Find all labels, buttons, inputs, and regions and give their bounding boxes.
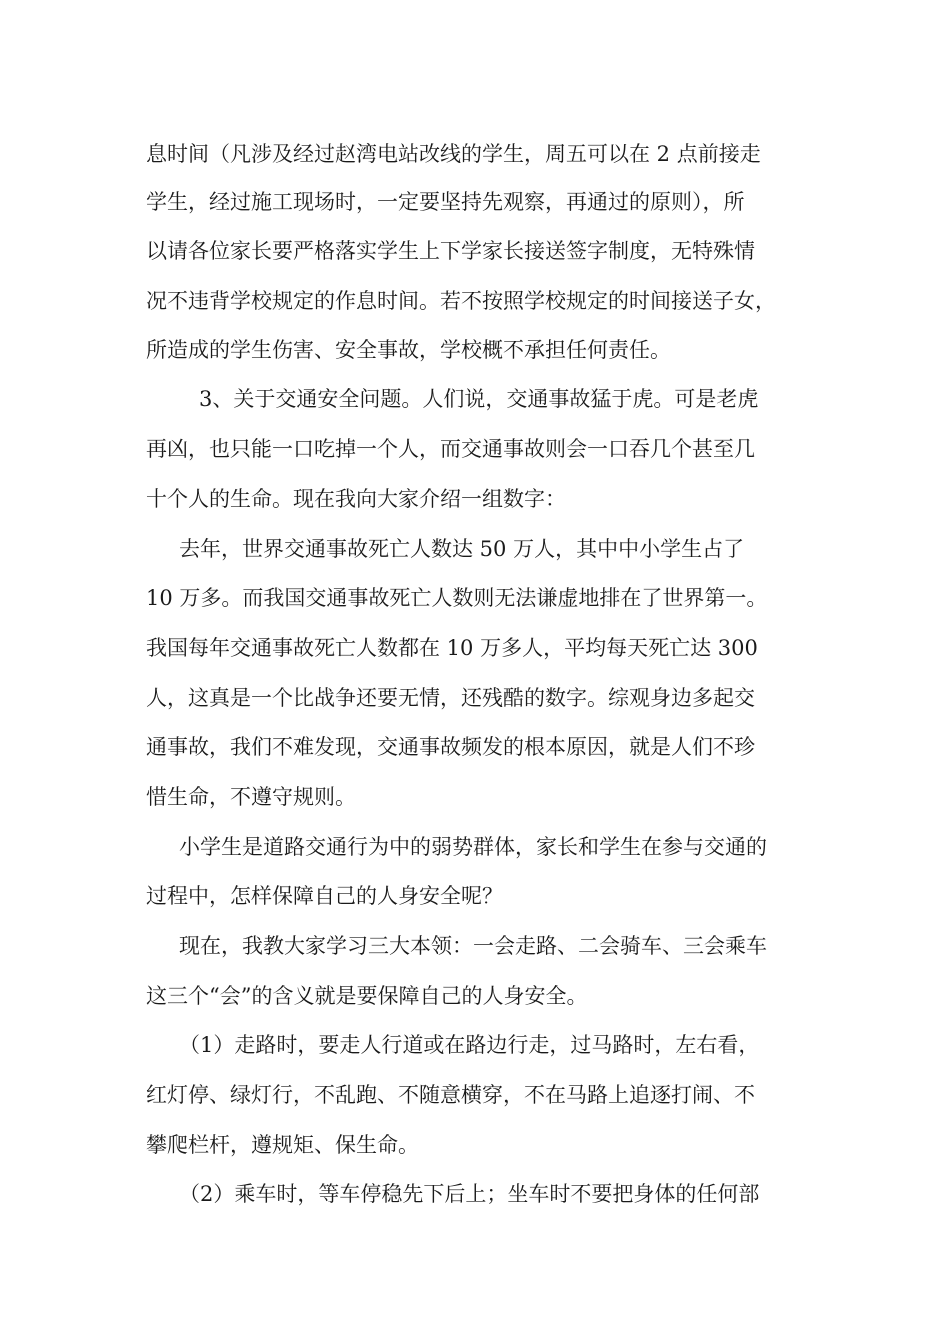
text-line-14: 惜生命，不遵守规则。	[146, 785, 356, 809]
text-line-12: 人，这真是一个比战争还要无情，还残酷的数字。综观身边多起交	[146, 686, 755, 710]
text-line-3: 以请各位家长要严格落实学生上下学家长接送签字制度，无特殊情	[146, 239, 755, 263]
text-line-20: 红灯停、绿灯行，不乱跑、不随意横穿，不在马路上追逐打闹、不	[146, 1083, 755, 1107]
text-line-11: 我国每年交通事故死亡人数都在 10 万多人，平均每天死亡达 300	[146, 636, 758, 660]
text-line-10: 10 万多。而我国交通事故死亡人数则无法谦虚地排在了世界第一。	[146, 586, 768, 610]
text-line-5: 所造成的学生伤害、安全事故，学校概不承担任何责任。	[146, 338, 671, 362]
text-line-15: 小学生是道路交通行为中的弱势群体，家长和学生在参与交通的	[179, 835, 767, 859]
text-line-9: 去年，世界交通事故死亡人数达 50 万人，其中中小学生占了	[179, 537, 745, 561]
text-line-21: 攀爬栏杆，遵规矩、保生命。	[146, 1133, 419, 1157]
text-line-16: 过程中，怎样保障自己的人身安全呢？	[146, 884, 503, 908]
text-line-7: 再凶，也只能一口吃掉一个人，而交通事故则会一口吞几个甚至几	[146, 437, 755, 461]
text-line-18: 这三个“会”的含义就是要保障自己的人身安全。	[146, 984, 588, 1008]
text-line-4: 况不违背学校规定的作息时间。若不按照学校规定的时间接送子女，	[146, 289, 776, 313]
text-line-2: 学生，经过施工现场时，一定要坚持先观察，再通过的原则），所	[146, 190, 745, 214]
text-line-22: （2）乘车时，等车停稳先下后上；坐车时不要把身体的任何部	[179, 1182, 760, 1206]
text-line-13: 通事故，我们不难发现，交通事故频发的根本原因，就是人们不珍	[146, 735, 755, 759]
text-line-6: 3、关于交通安全问题。人们说，交通事故猛于虎。可是老虎	[199, 387, 759, 411]
text-line-17: 现在，我教大家学习三大本领：一会走路、二会骑车、三会乘车	[179, 934, 767, 958]
text-line-19: （1）走路时，要走人行道或在路边行走，过马路时，左右看，	[179, 1033, 760, 1057]
text-line-8: 十个人的生命。现在我向大家介绍一组数字：	[146, 487, 566, 511]
text-line-1: 息时间（凡涉及经过赵湾电站改线的学生，周五可以在 2 点前接走	[146, 142, 761, 166]
